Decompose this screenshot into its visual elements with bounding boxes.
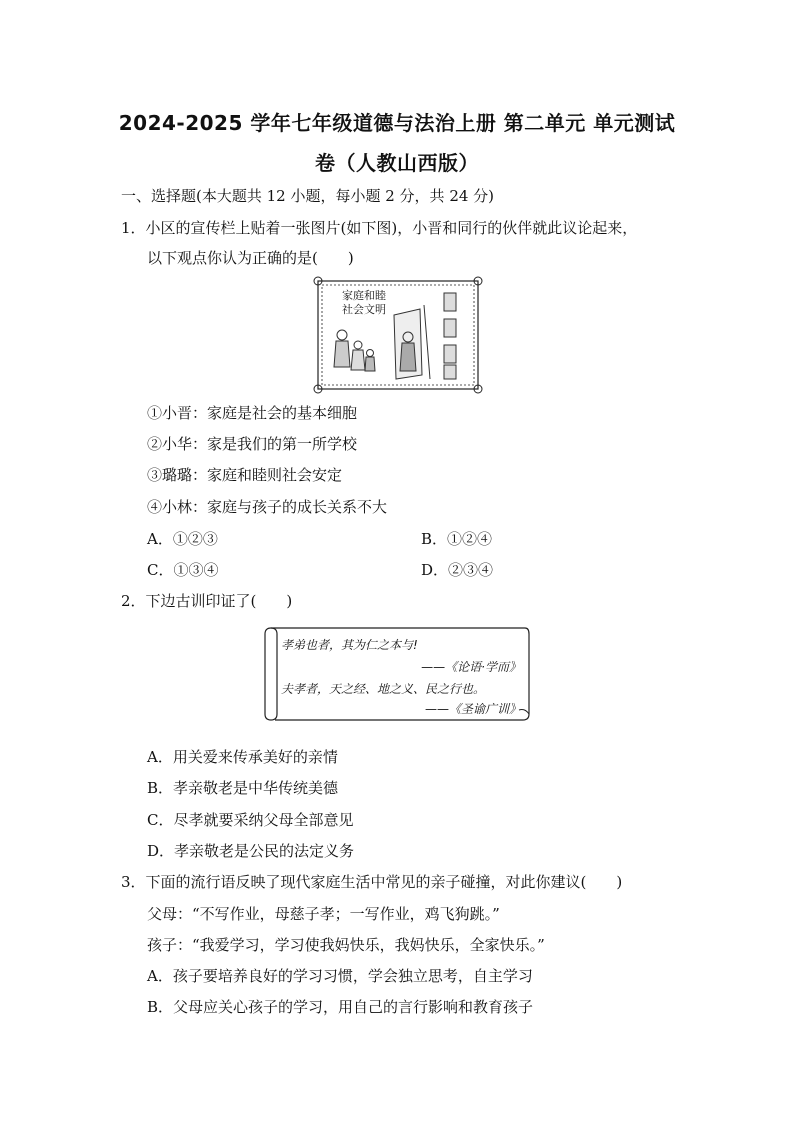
poster-text-line-1: 家庭和睦 xyxy=(342,289,386,302)
poster-text-line-2: 社会文明 xyxy=(342,303,386,316)
q3-option-a[interactable]: A．孩子要培养良好的学习习惯，学会独立思考，自主学习 xyxy=(147,967,533,985)
q1-option-a[interactable]: A．①②③ xyxy=(147,530,218,548)
section-heading: 一、选择题(本大题共 12 小题，每小题 2 分，共 24 分) xyxy=(121,187,495,205)
q1-option-c[interactable]: C．①③④ xyxy=(147,561,219,579)
q1-statement-1: ①小晋：家庭是社会的基本细胞 xyxy=(147,404,358,422)
q3-stem: 3．下面的流行语反映了现代家庭生活中常见的亲子碰撞，对此你建议( ) xyxy=(121,873,623,891)
q2-option-a[interactable]: A．用关爱来传承美好的亲情 xyxy=(147,748,338,766)
q1-poster-image xyxy=(312,275,484,395)
q3-child-quote: 孩子：“我爱学习，学习使我妈快乐，我妈快乐，全家快乐。” xyxy=(147,936,545,954)
q2-option-d[interactable]: D．孝亲敬老是公民的法定义务 xyxy=(147,842,355,860)
scroll-line-3: 夫孝者，天之经、地之义、民之行也。 xyxy=(281,682,486,696)
page-title-line-2: 卷（人教山西版） xyxy=(315,151,479,175)
q3-option-b[interactable]: B．父母应关心孩子的学习，用自己的言行影响和教育孩子 xyxy=(147,998,534,1016)
scroll-line-4: ——《圣谕广训》 xyxy=(424,702,521,716)
q1-stem-line-2: 以下观点你认为正确的是( ) xyxy=(147,249,354,267)
q1-statement-4: ④小林：家庭与孩子的成长关系不大 xyxy=(147,498,388,516)
q3-parents-quote: 父母：“不写作业，母慈子孝；一写作业，鸡飞狗跳。” xyxy=(147,905,500,923)
q2-scroll-image xyxy=(263,624,531,724)
q1-option-d[interactable]: D．②③④ xyxy=(421,561,494,579)
q1-statement-3: ③璐璐：家庭和睦则社会安定 xyxy=(147,466,343,484)
q1-option-b[interactable]: B．①②④ xyxy=(421,530,493,548)
scroll-line-2: ——《论语·学而》 xyxy=(421,660,521,674)
page-title-line-1: 2024-2025 学年七年级道德与法治上册 第二单元 单元测试 xyxy=(118,111,676,135)
q1-stem-line-1: 1．小区的宣传栏上贴着一张图片(如下图)，小晋和同行的伙伴就此议论起来， xyxy=(121,219,638,237)
q2-option-c[interactable]: C．尽孝就要采纳父母全部意见 xyxy=(147,811,354,829)
q2-stem: 2．下边古训印证了( ) xyxy=(121,592,293,610)
q2-option-b[interactable]: B．孝亲敬老是中华传统美德 xyxy=(147,779,339,797)
scroll-line-1: 孝弟也者，其为仁之本与! xyxy=(281,638,418,652)
q1-statement-2: ②小华：家是我们的第一所学校 xyxy=(147,435,358,453)
